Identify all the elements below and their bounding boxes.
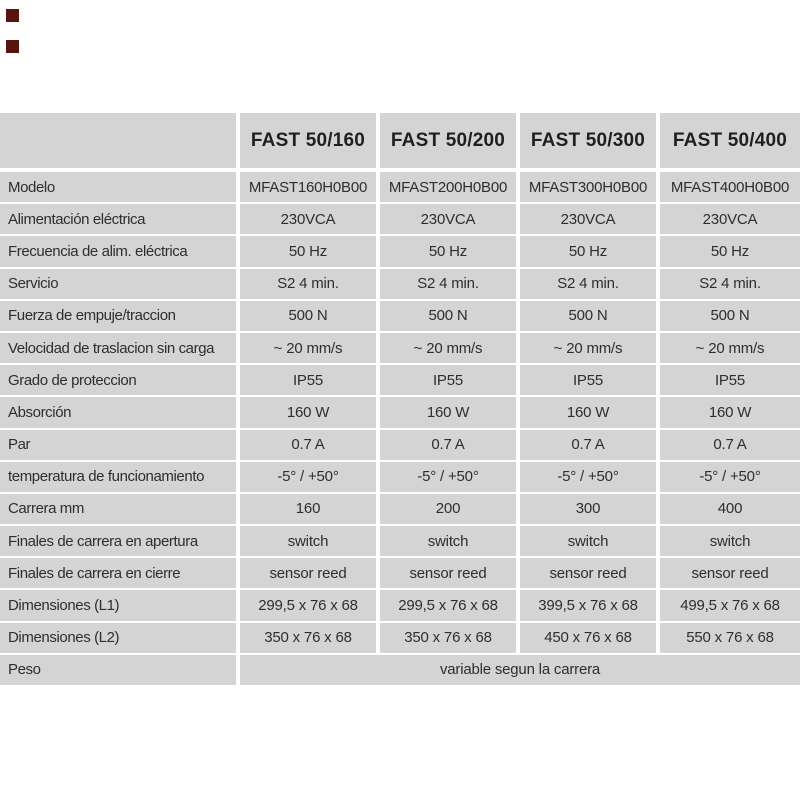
table-row xyxy=(0,172,800,204)
row-value: sensor reed xyxy=(380,558,520,590)
row-value: -5° / +50° xyxy=(660,462,800,494)
row-value: 299,5 x 76 x 68 xyxy=(380,590,520,622)
row-value: 0.7 A xyxy=(240,430,380,462)
table-row xyxy=(0,365,800,397)
row-value: S2 4 min. xyxy=(380,269,520,301)
table-row xyxy=(0,269,800,301)
row-value: 50 Hz xyxy=(380,236,520,268)
row-label: Fuerza de empuje/traccion xyxy=(0,301,240,333)
table-header-row xyxy=(0,113,800,168)
table-row xyxy=(0,558,800,590)
row-value: 0.7 A xyxy=(660,430,800,462)
row-value: MFAST200H0B00 xyxy=(380,172,520,204)
row-label: Finales de carrera en cierre xyxy=(0,558,240,590)
table-row xyxy=(0,494,800,526)
header-empty-cell xyxy=(0,113,240,168)
row-label: Dimensiones (L1) xyxy=(0,590,240,622)
row-label: Alimentación eléctrica xyxy=(0,204,240,236)
row-value: sensor reed xyxy=(240,558,380,590)
row-value: 230VCA xyxy=(240,204,380,236)
row-value: 299,5 x 76 x 68 xyxy=(240,590,380,622)
table-row xyxy=(0,333,800,365)
row-value: 230VCA xyxy=(660,204,800,236)
column-header: FAST 50/200 xyxy=(380,113,520,168)
table-row xyxy=(0,623,800,655)
table-row xyxy=(0,526,800,558)
row-value: switch xyxy=(520,526,660,558)
row-value: S2 4 min. xyxy=(660,269,800,301)
corner-marker-icon xyxy=(6,40,19,53)
row-value: -5° / +50° xyxy=(520,462,660,494)
row-label: Servicio xyxy=(0,269,240,301)
row-value: 160 xyxy=(240,494,380,526)
table-row xyxy=(0,655,800,687)
table-row xyxy=(0,301,800,333)
row-value: IP55 xyxy=(240,365,380,397)
column-header: FAST 50/400 xyxy=(660,113,800,168)
row-value: MFAST160H0B00 xyxy=(240,172,380,204)
row-value: 500 N xyxy=(380,301,520,333)
row-value: 450 x 76 x 68 xyxy=(520,623,660,655)
row-value: 50 Hz xyxy=(660,236,800,268)
table-row xyxy=(0,236,800,268)
row-value: S2 4 min. xyxy=(240,269,380,301)
row-value: -5° / +50° xyxy=(240,462,380,494)
row-value: 500 N xyxy=(660,301,800,333)
column-header: FAST 50/160 xyxy=(240,113,380,168)
row-value: 200 xyxy=(380,494,520,526)
row-value: MFAST300H0B00 xyxy=(520,172,660,204)
row-value: 160 W xyxy=(520,397,660,429)
row-value: 350 x 76 x 68 xyxy=(380,623,520,655)
row-value: switch xyxy=(240,526,380,558)
row-value: IP55 xyxy=(520,365,660,397)
row-value: 160 W xyxy=(380,397,520,429)
row-label: Carrera mm xyxy=(0,494,240,526)
row-value: 399,5 x 76 x 68 xyxy=(520,590,660,622)
row-value: 500 N xyxy=(520,301,660,333)
row-value: 300 xyxy=(520,494,660,526)
corner-marker-icon xyxy=(6,9,19,22)
row-value: 50 Hz xyxy=(520,236,660,268)
row-label: Frecuencia de alim. eléctrica xyxy=(0,236,240,268)
table-row xyxy=(0,397,800,429)
row-value: 550 x 76 x 68 xyxy=(660,623,800,655)
row-value: switch xyxy=(380,526,520,558)
column-header: FAST 50/300 xyxy=(520,113,660,168)
row-value: 500 N xyxy=(240,301,380,333)
row-value: IP55 xyxy=(380,365,520,397)
row-value: ~ 20 mm/s xyxy=(240,333,380,365)
row-label: Velocidad de traslacion sin carga xyxy=(0,333,240,365)
row-value: variable segun la carrera xyxy=(240,655,800,687)
row-value: 230VCA xyxy=(520,204,660,236)
row-label: Modelo xyxy=(0,172,240,204)
row-label: temperatura de funcionamiento xyxy=(0,462,240,494)
row-value: 0.7 A xyxy=(520,430,660,462)
row-value: 350 x 76 x 68 xyxy=(240,623,380,655)
table-row xyxy=(0,590,800,622)
table-row xyxy=(0,204,800,236)
row-value: switch xyxy=(660,526,800,558)
row-value: IP55 xyxy=(660,365,800,397)
row-value: MFAST400H0B00 xyxy=(660,172,800,204)
row-label: Finales de carrera en apertura xyxy=(0,526,240,558)
row-label: Grado de proteccion xyxy=(0,365,240,397)
spec-table xyxy=(0,113,800,687)
row-value: S2 4 min. xyxy=(520,269,660,301)
row-value: 230VCA xyxy=(380,204,520,236)
row-value: sensor reed xyxy=(520,558,660,590)
row-label: Peso xyxy=(0,655,240,687)
row-value: 499,5 x 76 x 68 xyxy=(660,590,800,622)
row-value: ~ 20 mm/s xyxy=(520,333,660,365)
row-label: Absorción xyxy=(0,397,240,429)
row-value: 160 W xyxy=(660,397,800,429)
row-value: -5° / +50° xyxy=(380,462,520,494)
row-value: 160 W xyxy=(240,397,380,429)
row-label: Par xyxy=(0,430,240,462)
row-label: Dimensiones (L2) xyxy=(0,623,240,655)
row-value: sensor reed xyxy=(660,558,800,590)
row-value: 50 Hz xyxy=(240,236,380,268)
row-value: 400 xyxy=(660,494,800,526)
row-value: 0.7 A xyxy=(380,430,520,462)
table-row xyxy=(0,430,800,462)
row-value: ~ 20 mm/s xyxy=(380,333,520,365)
row-value: ~ 20 mm/s xyxy=(660,333,800,365)
table-row xyxy=(0,462,800,494)
table-body xyxy=(0,172,800,687)
